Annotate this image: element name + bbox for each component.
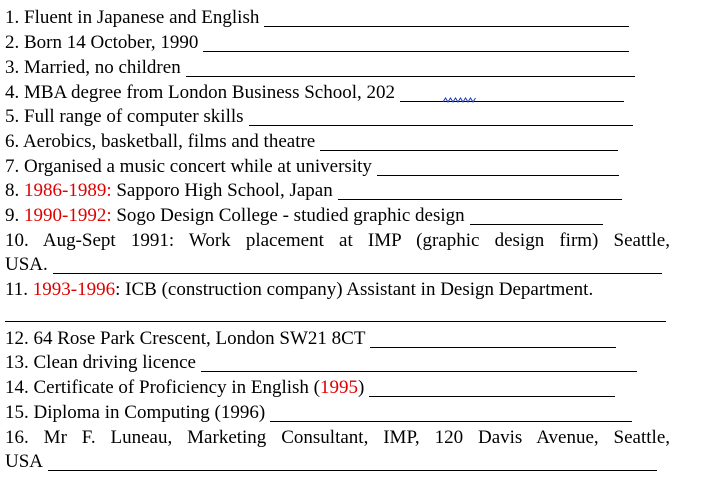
answer-line[interactable] xyxy=(370,347,616,348)
item-text: 3. Married, no children xyxy=(5,57,181,78)
item-15 xyxy=(5,401,632,425)
item-text: 12. 64 Rose Park Crescent, London SW21 8CT xyxy=(5,328,366,349)
item-text: 2. Born 14 October, 1990 xyxy=(5,32,199,53)
item-text: 1. Fluent in Japanese and English xyxy=(5,7,260,28)
item-year: 1995 xyxy=(320,377,358,398)
answer-line[interactable] xyxy=(338,199,622,200)
item-text: Sapporo High School, Japan xyxy=(111,180,333,201)
answer-line[interactable] xyxy=(53,273,662,274)
answer-line[interactable] xyxy=(470,224,603,225)
item-date-range: 1986-1989: xyxy=(24,180,112,201)
item-date-range: 1993-1996 xyxy=(32,279,116,300)
item-text: 10. Aug-Sept 1991: Work placement at IMP (graphic design firm) Seattle, xyxy=(5,230,670,251)
answer-line[interactable] xyxy=(320,150,618,151)
item-date-range: 1990-1992: xyxy=(24,205,112,226)
item-8 xyxy=(5,179,622,203)
answer-line[interactable] xyxy=(5,321,666,322)
item-text: USA. xyxy=(5,254,48,275)
item-1 xyxy=(5,6,629,30)
item-14 xyxy=(5,376,615,400)
item-2 xyxy=(5,31,629,55)
item-number: 11. xyxy=(5,279,33,300)
answer-line[interactable] xyxy=(264,26,629,27)
item-number: 8. xyxy=(5,180,24,201)
item-12 xyxy=(5,327,616,351)
answer-line[interactable] xyxy=(249,125,633,126)
answer-line[interactable] xyxy=(377,175,619,176)
item-text: 5. Full range of computer skills xyxy=(5,106,244,127)
item-number: 9. xyxy=(5,205,24,226)
item-10-continued xyxy=(5,253,662,277)
item-text: 4. MBA degree from London Business School, 202 xyxy=(5,82,396,103)
item-3 xyxy=(5,56,635,80)
item-11-answer-row xyxy=(5,301,666,325)
item-16 xyxy=(5,426,670,450)
answer-line[interactable] xyxy=(203,51,629,52)
item-text: 15. Diploma in Computing (1996) xyxy=(5,402,266,423)
item-9 xyxy=(5,204,603,228)
item-7 xyxy=(5,155,619,179)
answer-line[interactable] xyxy=(201,371,637,372)
item-text: 7. Organised a music concert while at university xyxy=(5,156,372,177)
spellcheck-squiggle-icon xyxy=(443,96,477,104)
item-text: 6. Aerobics, basketball, films and theatre xyxy=(5,131,316,152)
answer-line[interactable] xyxy=(369,396,615,397)
item-text: : ICB (construction company) Assistant in Design Department. xyxy=(115,279,594,300)
item-text: USA xyxy=(5,451,44,472)
item-text-end: ) xyxy=(358,377,365,398)
item-6 xyxy=(5,130,618,154)
item-text: Sogo Design College - studied graphic design xyxy=(111,205,465,226)
item-16-continued xyxy=(5,450,657,474)
item-5 xyxy=(5,105,633,129)
item-13 xyxy=(5,351,637,375)
answer-line[interactable] xyxy=(270,421,632,422)
answer-line[interactable] xyxy=(400,101,624,102)
item-4 xyxy=(5,81,624,105)
item-text: 16. Mr F. Luneau, Marketing Consultant, IMP, 120 Davis Avenue, Seattle, xyxy=(5,427,670,448)
item-10 xyxy=(5,229,670,253)
item-text: 13. Clean driving licence xyxy=(5,352,196,373)
answer-line[interactable] xyxy=(186,76,635,77)
item-11 xyxy=(5,278,593,302)
item-text: 14. Certificate of Proficiency in English ( xyxy=(5,377,320,398)
answer-line[interactable] xyxy=(48,470,657,471)
